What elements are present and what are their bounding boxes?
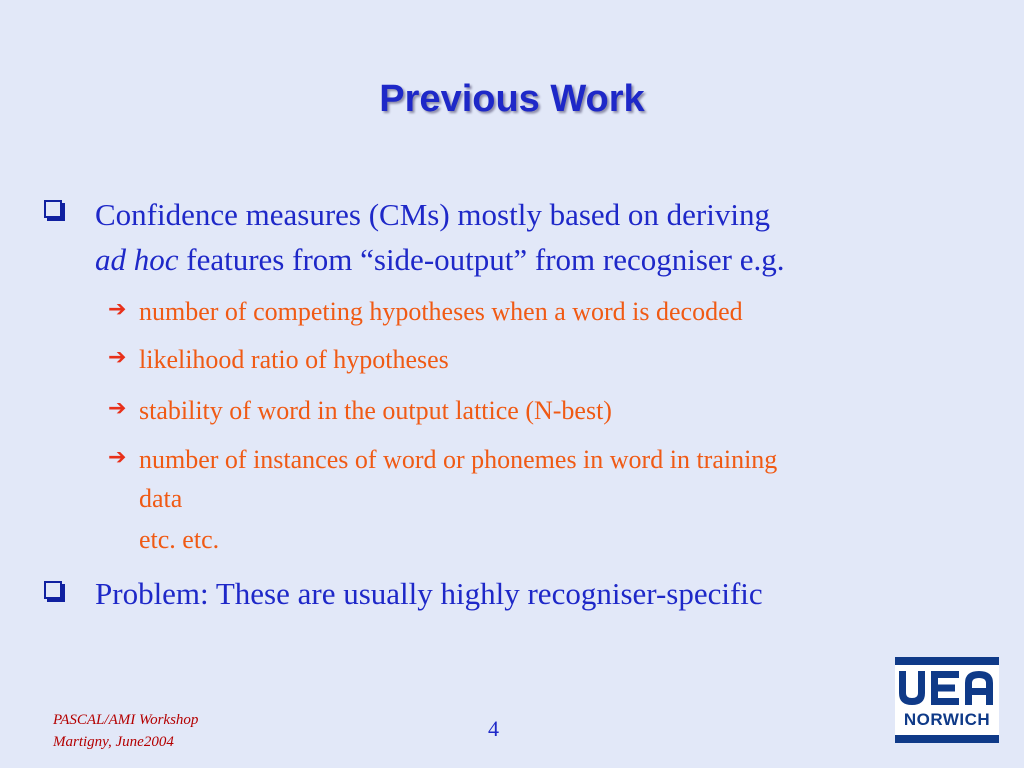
sub-bullet-text: number of instances of word or phonemes in word in training	[139, 445, 778, 474]
footer-line-1: PASCAL/AMI Workshop	[53, 712, 199, 728]
bullet-text-line1: Problem: These are usually highly recogniser-specific	[95, 576, 763, 611]
bullet-text-italic: ad hoc	[95, 242, 179, 277]
slide-title: Previous Work	[379, 78, 645, 120]
logo-norwich-text: NORWICH	[903, 710, 991, 729]
sub-bullet-text: likelihood ratio of hypotheses	[139, 345, 449, 374]
square-bullet-icon	[44, 200, 62, 218]
bullet-text-line1: Confidence measures (CMs) mostly based on deriving	[95, 197, 770, 232]
footer-line-2: Martigny, June2004	[53, 734, 174, 750]
bullet-text-line2	[95, 238, 785, 281]
uea-norwich-logo	[895, 657, 999, 743]
sub-bullet-continuation: etc. etc.	[139, 525, 220, 554]
sub-bullet-continuation: data	[139, 484, 183, 513]
right-arrow-icon: ➔	[108, 297, 127, 322]
logo-top-bar	[895, 657, 999, 665]
uea-letters-logo	[895, 667, 999, 709]
sub-bullet-text: stability of word in the output lattice (N-best)	[139, 396, 612, 425]
page-number: 4	[488, 716, 499, 741]
logo-bottom-bar	[895, 735, 999, 743]
sub-bullet-text: number of competing hypotheses when a word is decoded	[139, 297, 743, 326]
footer-caption	[53, 709, 198, 753]
right-arrow-icon: ➔	[108, 345, 127, 370]
right-arrow-icon: ➔	[108, 396, 127, 421]
right-arrow-icon: ➔	[108, 445, 127, 470]
square-bullet-icon	[44, 581, 62, 599]
bullet-text-rest: features from “side-output” from recogniser e.g.	[178, 242, 785, 277]
